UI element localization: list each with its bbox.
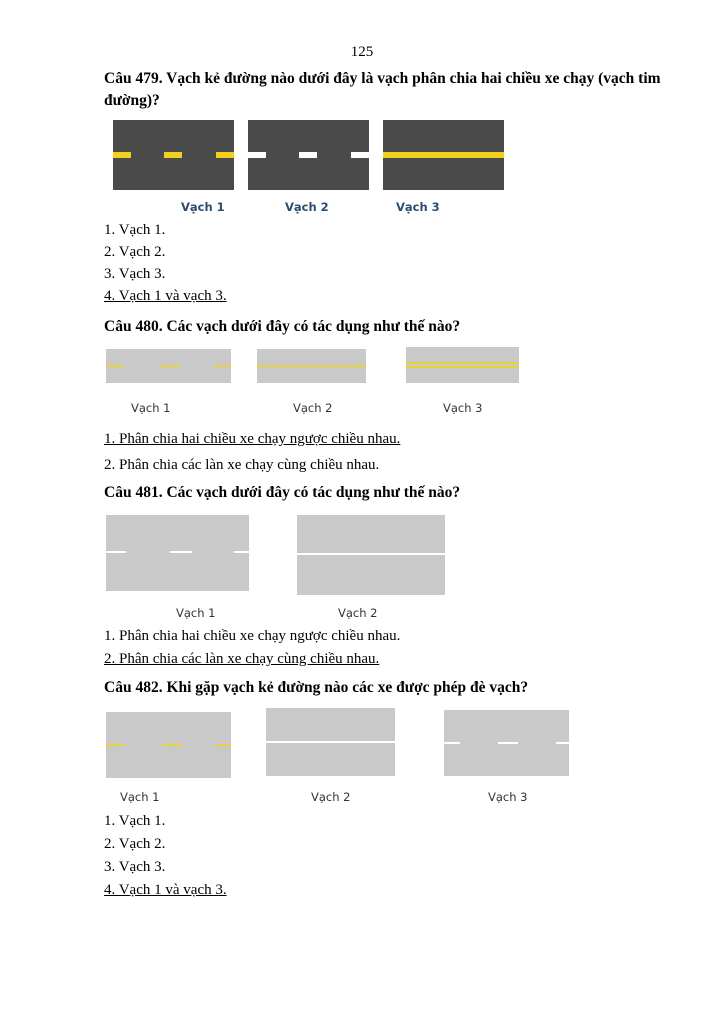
q480-road-2 (257, 349, 366, 383)
q480-road-3 (406, 347, 519, 383)
q479-label-1: Vạch 1 (181, 200, 225, 214)
q481-label-2: Vạch 2 (338, 606, 378, 620)
yellow-dash (216, 152, 234, 158)
white-dash (248, 152, 266, 158)
q482-road-3 (444, 710, 569, 776)
yellow-double-line-top (406, 362, 519, 364)
yellow-dash (164, 152, 182, 158)
yellow-double-line-bottom (406, 366, 519, 368)
question-480-title: Câu 480. Các vạch dưới đây có tác dụng như thế nào? (104, 318, 461, 335)
q479-answer-4-correct: 4. Vạch 1 và vạch 3. (104, 288, 227, 304)
yellow-dash (216, 744, 231, 746)
question-479-title: Câu 479. Vạch kẻ đường nào dưới đây là vạch phân chia hai chiều xe chạy (vạch tim đường)? (104, 70, 661, 109)
q479-road-1 (113, 120, 234, 190)
yellow-dash (106, 744, 124, 746)
q481-answer-2-correct: 2. Phân chia các làn xe chạy cùng chiều nhau. (104, 651, 380, 667)
q481-road-2 (297, 515, 445, 595)
q480-answer-2: 2. Phân chia các làn xe chạy cùng chiều nhau. (104, 457, 380, 473)
white-dash (351, 152, 369, 158)
q482-label-2: Vạch 2 (311, 790, 351, 804)
q479-road-2 (248, 120, 369, 190)
q479-road-3 (383, 120, 504, 190)
q481-label-1: Vạch 1 (176, 606, 216, 620)
yellow-dash (160, 365, 180, 367)
white-solid-line (266, 741, 395, 743)
q479-label-2: Vạch 2 (285, 200, 329, 214)
q481-road-1 (106, 515, 249, 591)
q482-answer-3: 3. Vạch 3. (104, 859, 166, 875)
yellow-dash (214, 365, 231, 367)
white-dash (170, 551, 192, 553)
q480-label-2: Vạch 2 (293, 401, 333, 415)
q480-label-1: Vạch 1 (131, 401, 171, 415)
q479-answer-1: 1. Vạch 1. (104, 222, 166, 238)
white-dash (498, 742, 518, 744)
q482-label-1: Vạch 1 (120, 790, 160, 804)
white-dash (234, 551, 249, 553)
yellow-dash (113, 152, 131, 158)
yellow-dash (106, 365, 124, 367)
q482-answer-2: 2. Vạch 2. (104, 836, 166, 852)
q481-answer-1: 1. Phân chia hai chiều xe chạy ngược chiều nhau. (104, 628, 401, 644)
q479-answer-3: 3. Vạch 3. (104, 266, 166, 282)
q482-answer-1: 1. Vạch 1. (104, 813, 166, 829)
white-solid-line (297, 553, 445, 555)
question-481-title: Câu 481. Các vạch dưới đây có tác dụng như thế nào? (104, 484, 461, 501)
yellow-solid-line (257, 365, 366, 367)
question-482-title: Câu 482. Khi gặp vạch kẻ đường nào các xe được phép đè vạch? (104, 679, 529, 696)
q482-label-3: Vạch 3 (488, 790, 528, 804)
white-dash (299, 152, 317, 158)
q482-road-1 (106, 712, 231, 778)
q479-answer-2: 2. Vạch 2. (104, 244, 166, 260)
page-number: 125 (350, 44, 374, 60)
q479-label-3: Vạch 3 (396, 200, 440, 214)
white-dash (106, 551, 126, 553)
q480-label-3: Vạch 3 (443, 401, 483, 415)
q482-answer-4-correct: 4. Vạch 1 và vạch 3. (104, 882, 227, 898)
q480-answer-1-correct: 1. Phân chia hai chiều xe chạy ngược chiều nhau. (104, 431, 401, 447)
q480-road-1 (106, 349, 231, 383)
yellow-dash (162, 744, 182, 746)
white-dash (444, 742, 460, 744)
yellow-solid-line (383, 152, 504, 158)
white-dash (556, 742, 569, 744)
q482-road-2 (266, 708, 395, 776)
